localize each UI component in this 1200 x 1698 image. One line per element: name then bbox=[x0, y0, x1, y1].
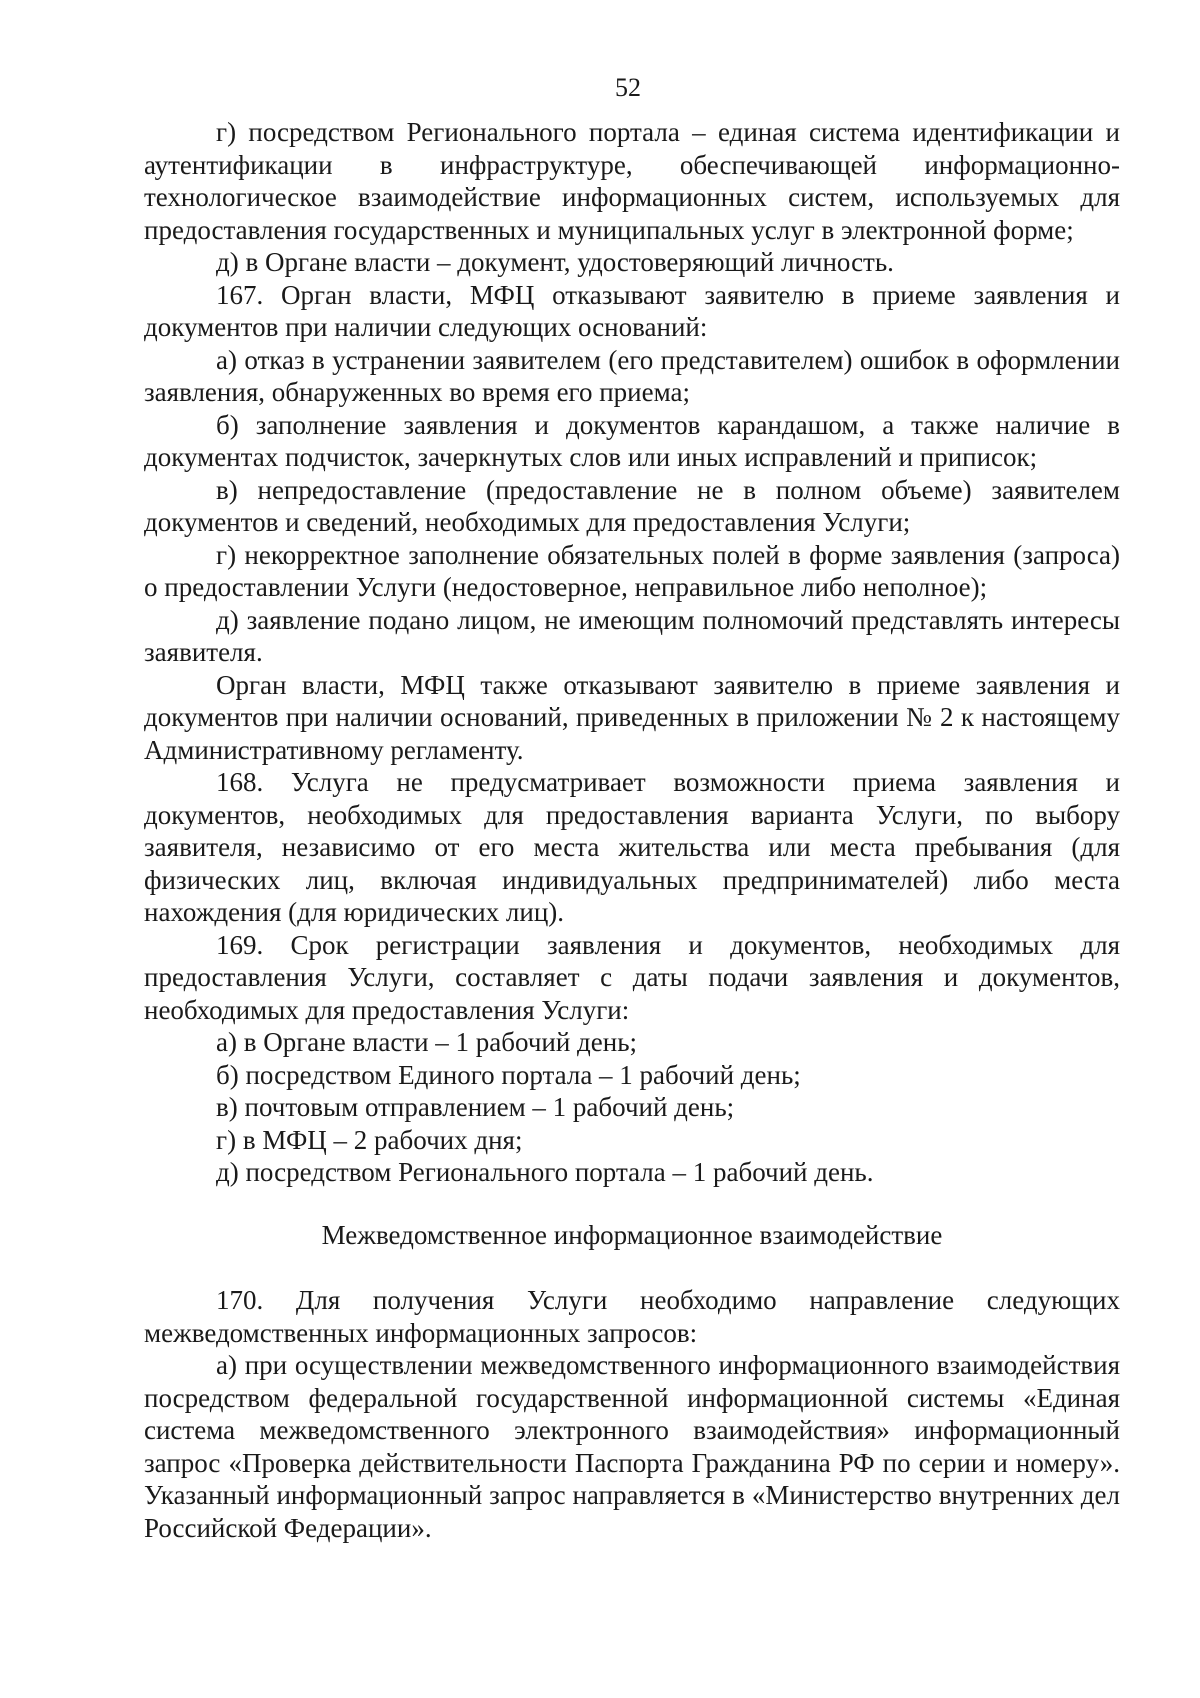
paragraph-169-b: б) посредством Единого портала – 1 рабочий день; bbox=[216, 1059, 801, 1090]
paragraph-169-g: г) в МФЦ – 2 рабочих дня; bbox=[216, 1124, 523, 1155]
paragraph-169-v: в) почтовым отправлением – 1 рабочий день; bbox=[216, 1092, 735, 1122]
paragraph-167-b: б) заполнение заявления и документов карандашом, а также наличие в документах подчисток, зачеркнутых слов или иных исправлений и приписок; bbox=[144, 409, 1120, 472]
paragraph-169-a: а) в Органе власти – 1 рабочий день; bbox=[216, 1027, 638, 1057]
paragraph-item-d-authority: д) в Органе власти – документ, удостоверяющий личность. bbox=[216, 247, 894, 277]
paragraph-169: 169. Срок регистрации заявления и документов, необходимых для предоставления Услуги, составляет с даты подачи заявления и документов, необходимых для предоставления Услуги: bbox=[144, 929, 1120, 1025]
paragraph-170-a: а) при осуществлении межведомственного информационного взаимодействия посредством федеральной государственной информационной системы «Единая система межведомственного электронного взаимодействия» информационный запрос «Проверка действительности Паспорта Гражданина РФ по серии и номеру». Указанный информационный запрос направляется в «Министерство внутренних дел Российской Федерации». bbox=[144, 1350, 1120, 1543]
paragraph-167: 167. Орган власти, МФЦ отказывают заявителю в приеме заявления и документов при наличии следующих оснований: bbox=[144, 279, 1120, 342]
page-number: 52 bbox=[615, 73, 641, 102]
document-body bbox=[144, 116, 1120, 1544]
paragraph-item-g-regional-portal: г) посредством Регионального портала – единая система идентификации и аутентификации в инфраструктуре, обеспечивающей информационно-технологическое взаимодействие информационных систем, используемых для предоставления государственных и муниципальных услуг в электронной форме; bbox=[144, 117, 1120, 245]
paragraph-167-a: а) отказ в устранении заявителем (его представителем) ошибок в оформлении заявления, обнаруженных во время его приема; bbox=[144, 344, 1120, 407]
paragraph-167-v: в) непредоставление (предоставление не в полном объеме) заявителем документов и сведений, необходимых для предоставления Услуги; bbox=[144, 474, 1120, 537]
paragraph-168: 168. Услуга не предусматривает возможности приема заявления и документов, необходимых для предоставления варианта Услуги, по выбору заявителя, независимо от его места жительства или места пребывания (для физических лиц, включая индивидуальных предпринимателей) либо места нахождения (для юридических лиц). bbox=[144, 767, 1120, 927]
paragraph-167-g: г) некорректное заполнение обязательных полей в форме заявления (запроса) о предоставлении Услуги (недостоверное, неправильное либо неполное); bbox=[144, 539, 1120, 602]
paragraph-167-d: д) заявление подано лицом, не имеющим полномочий представлять интересы заявителя. bbox=[144, 604, 1120, 667]
paragraph-169-d: д) посредством Регионального портала – 1 рабочий день. bbox=[216, 1157, 874, 1187]
paragraph-167-additional: Орган власти, МФЦ также отказывают заявителю в приеме заявления и документов при наличии оснований, приведенных в приложении № 2 к настоящему Административному регламенту. bbox=[144, 669, 1120, 765]
paragraph-170: 170. Для получения Услуги необходимо направление следующих межведомственных информационных запросов: bbox=[144, 1285, 1120, 1348]
section-heading: Межведомственное информационное взаимодействие bbox=[321, 1219, 943, 1250]
